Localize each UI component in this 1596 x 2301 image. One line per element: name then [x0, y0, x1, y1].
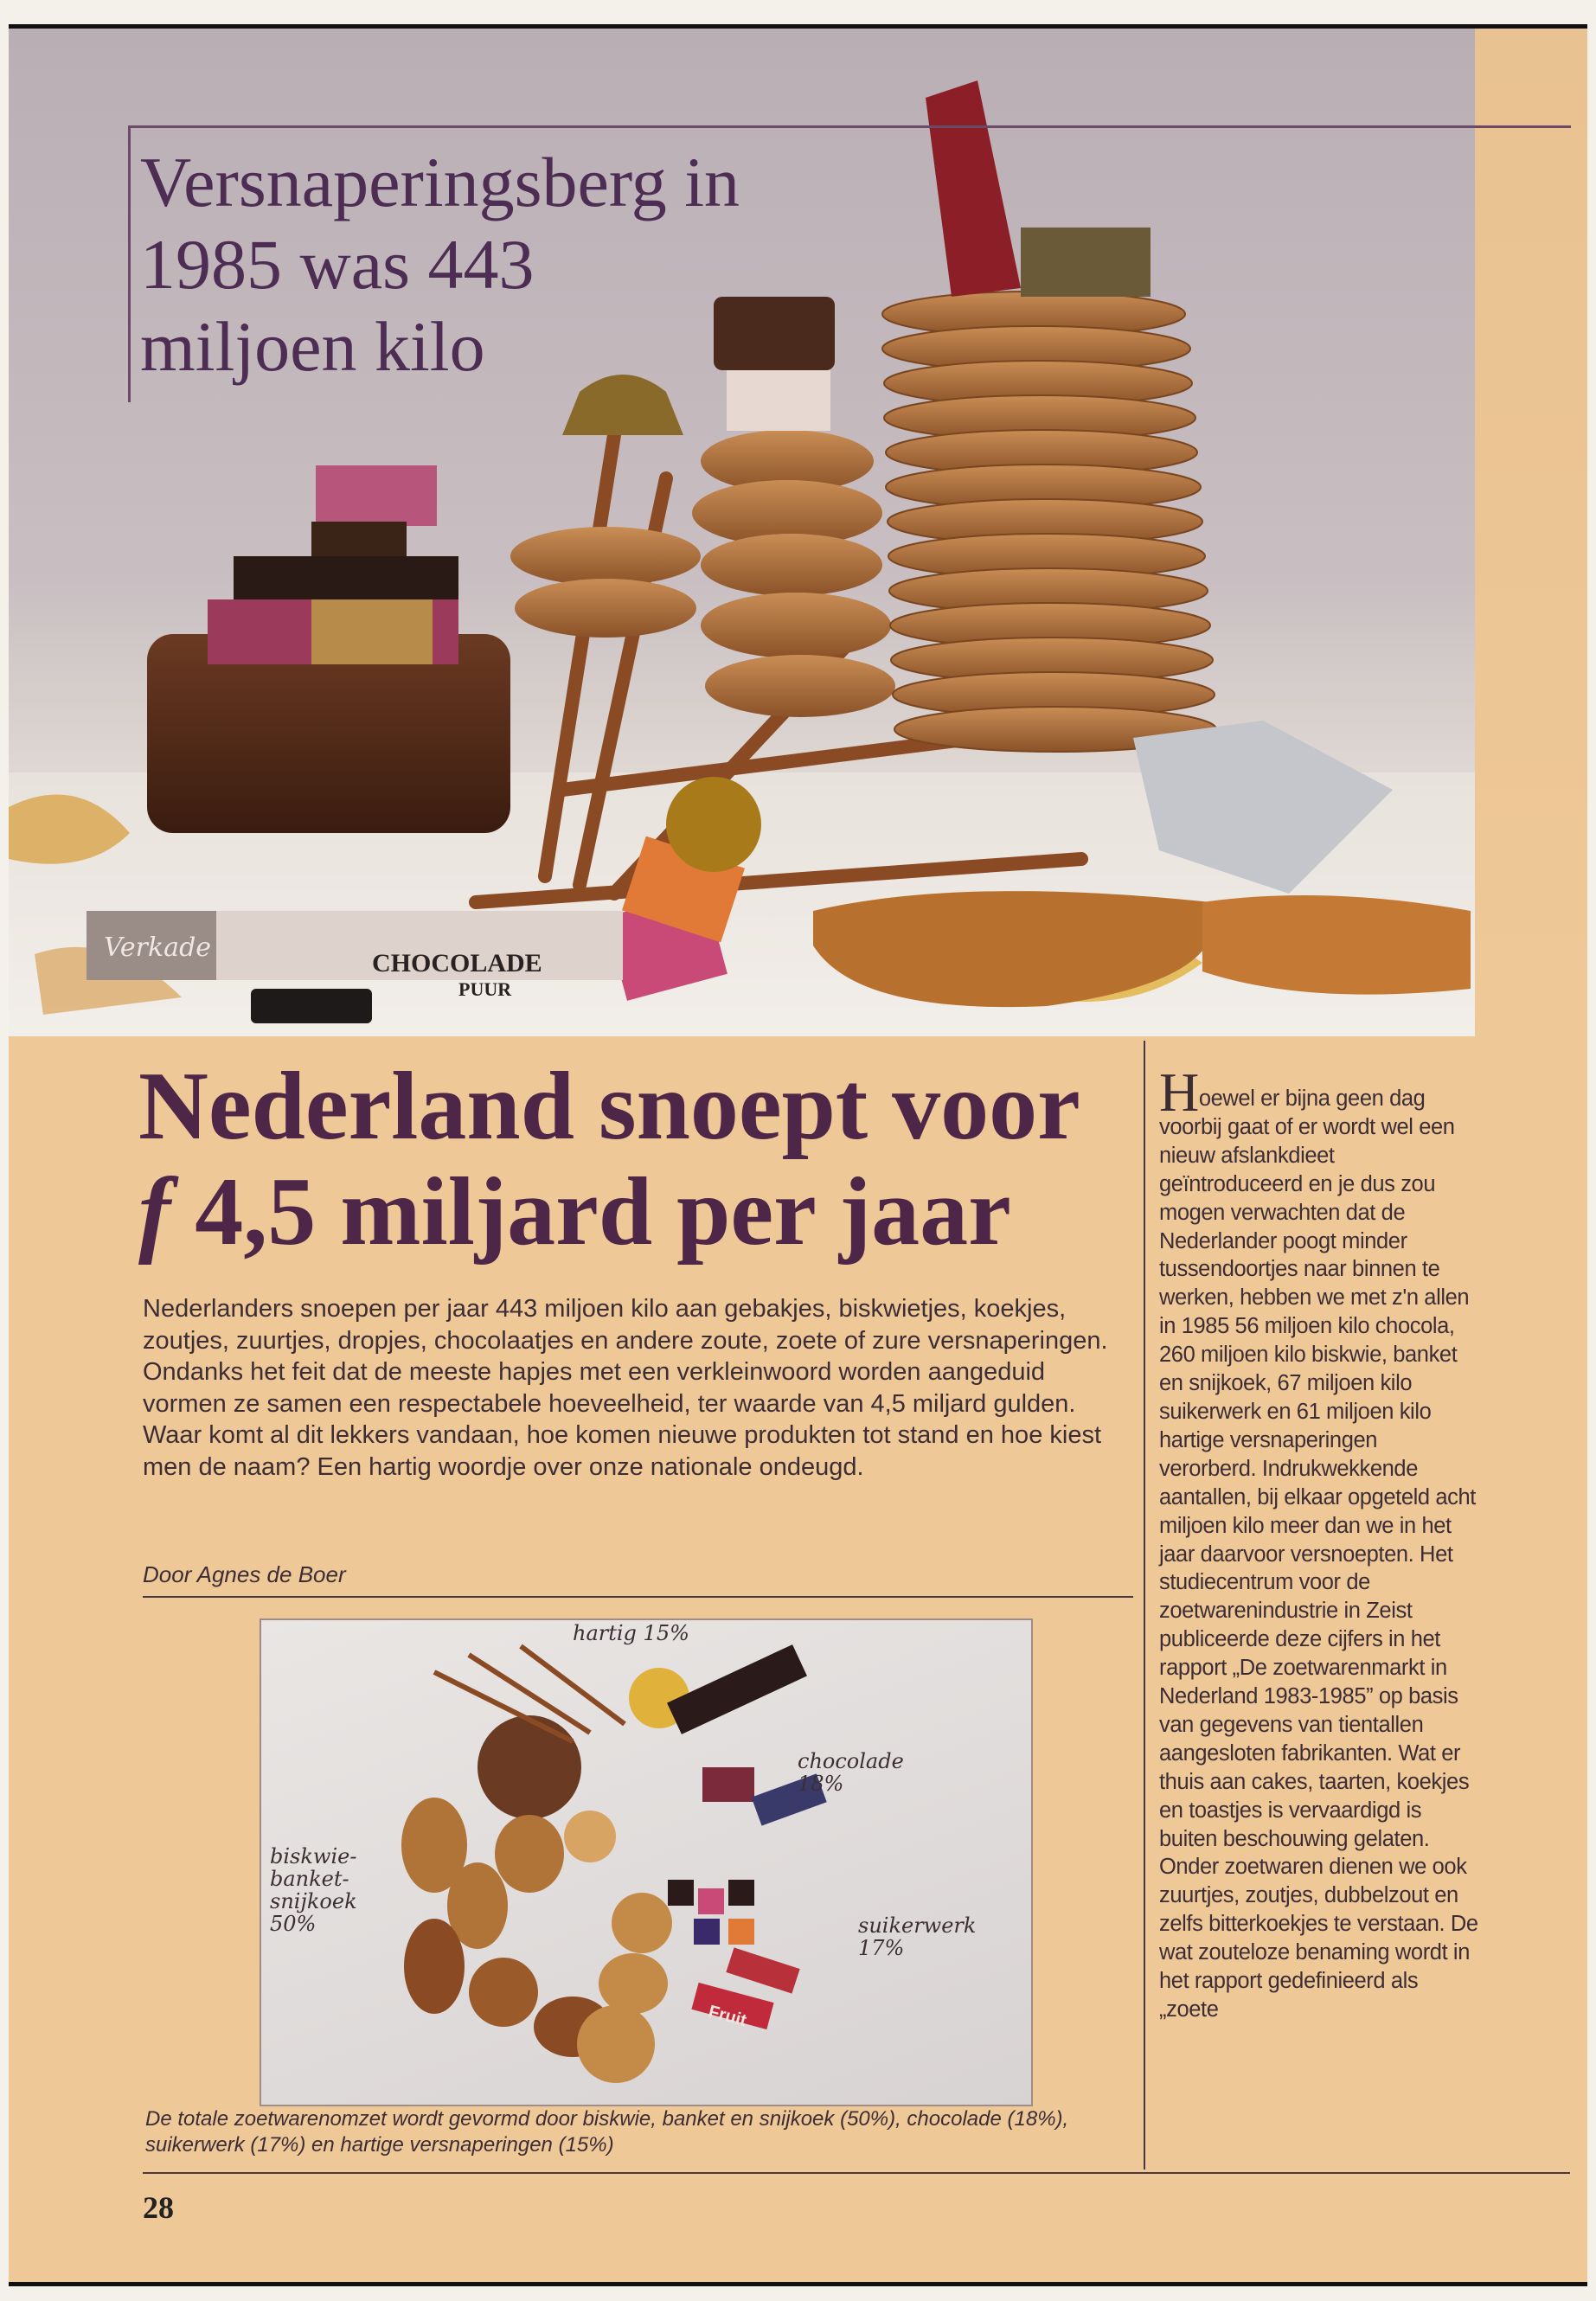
hero-title [140, 141, 919, 388]
label-hartig: hartig 15% [573, 1621, 689, 1645]
sweets-pie-illustration [261, 1620, 1031, 2105]
hero-side-strip [1475, 29, 1587, 1036]
headline-currency: f [138, 1158, 171, 1266]
chocolate-wrapper-brand: Verkade [104, 933, 212, 963]
column-rule [1144, 1041, 1145, 2170]
hero-rule-vertical [128, 125, 131, 402]
drop-cap: H [1159, 1061, 1199, 1123]
article-headline [138, 1054, 1116, 1265]
inset-photo [260, 1618, 1033, 2106]
article-byline: Door Agnes de Boer [143, 1561, 346, 1587]
magazine-page [9, 24, 1587, 2286]
headline-line-1: Nederland snoept voor [138, 1053, 1080, 1160]
label-chocolade: chocolade 18% [798, 1749, 904, 1796]
article-body-column [1159, 1061, 1479, 2024]
hero-title-line-1: Versnaperingsberg in [140, 143, 740, 221]
page-number: 28 [143, 2190, 174, 2225]
hero-rule-horizontal [128, 125, 1571, 128]
hero-title-line-3: miljoen kilo [140, 307, 485, 386]
headline-line-2: 4,5 miljard per jaar [195, 1158, 1011, 1266]
hero-photo [9, 29, 1475, 1036]
label-suikerwerk: suikerwerk 17% [858, 1913, 977, 1960]
chocolate-wrapper-label: CHOCOLADE [372, 949, 542, 977]
footer-rule [143, 2172, 1570, 2174]
inset-caption: De totale zoetwarenomzet wordt gevormd door biskwie, banket en snijkoek (50%), chocolade (18%), suikerwerk (17%) en hartige versnaperingen (15%) [145, 2107, 1069, 2157]
chocolate-wrapper-sub: PUUR [458, 978, 512, 1000]
hero-title-line-2: 1985 was 443 [140, 225, 535, 304]
fruit-pack-label: Fruit [706, 2002, 749, 2031]
label-biskwie: biskwie- banket- snijkoek 50% [270, 1844, 357, 1936]
article-body-text: oewel er bijna geen dag voorbij gaat of er wordt wel een nieuw afslankdieet geïntroduceerd en je dus zou mogen verwachten dat de Nederlander poogt minder tussendoortjes naar binnen te werken, hebben we met z'n allen in 1985 56 miljoen kilo chocola, 260 miljoen kilo biskwie, banket en snijkoek, 67 miljoen kilo suikerwerk en 61 miljoen kilo hartige versnaperingen verorberd. Indrukwekkende aantallen, bij elkaar opgeteld acht miljoen kilo meer dan we in het jaar daarvoor versnoepten. Het studiecentrum voor de zoetwarenindustrie in Zeist publiceerde deze cijfers in het rapport „De zoetwarenmarkt in Nederland 1983-1985” op basis van gegevens van tientallen aangesloten fabrikanten. Wat er thuis aan cakes, taarten, koekjes en toastjes is vervaardigd is buiten beschouwing gelaten. Onder zoetwaren dienen we ook zuurtjes, zoutjes, dubbelzout en zelfs bitterkoekjes te verstaan. De wat zouteloze benaming wordt in het rapport gedefinieerd als „zoete [1159, 1086, 1478, 2022]
byline-rule [143, 1596, 1133, 1598]
article-lead: Nederlanders snoepen per jaar 443 miljoen kilo aan gebakjes, biskwietjes, koekjes, zoutjes, zuurtjes, dropjes, chocolaatjes en andere zoute, zoete of zure versnaperingen. Ondanks het feit dat de meeste hapjes met een verkleinwoord worden aangeduid vormen ze samen een respectabele hoeveelheid, ter waarde van 4,5 miljard gulden. Waar komt al dit lekkers vandaan, hoe komen nieuwe produkten tot stand en hoe kiest men de naam? Een hartig woordje over onze nationale ondeugd. [143, 1295, 1108, 1481]
